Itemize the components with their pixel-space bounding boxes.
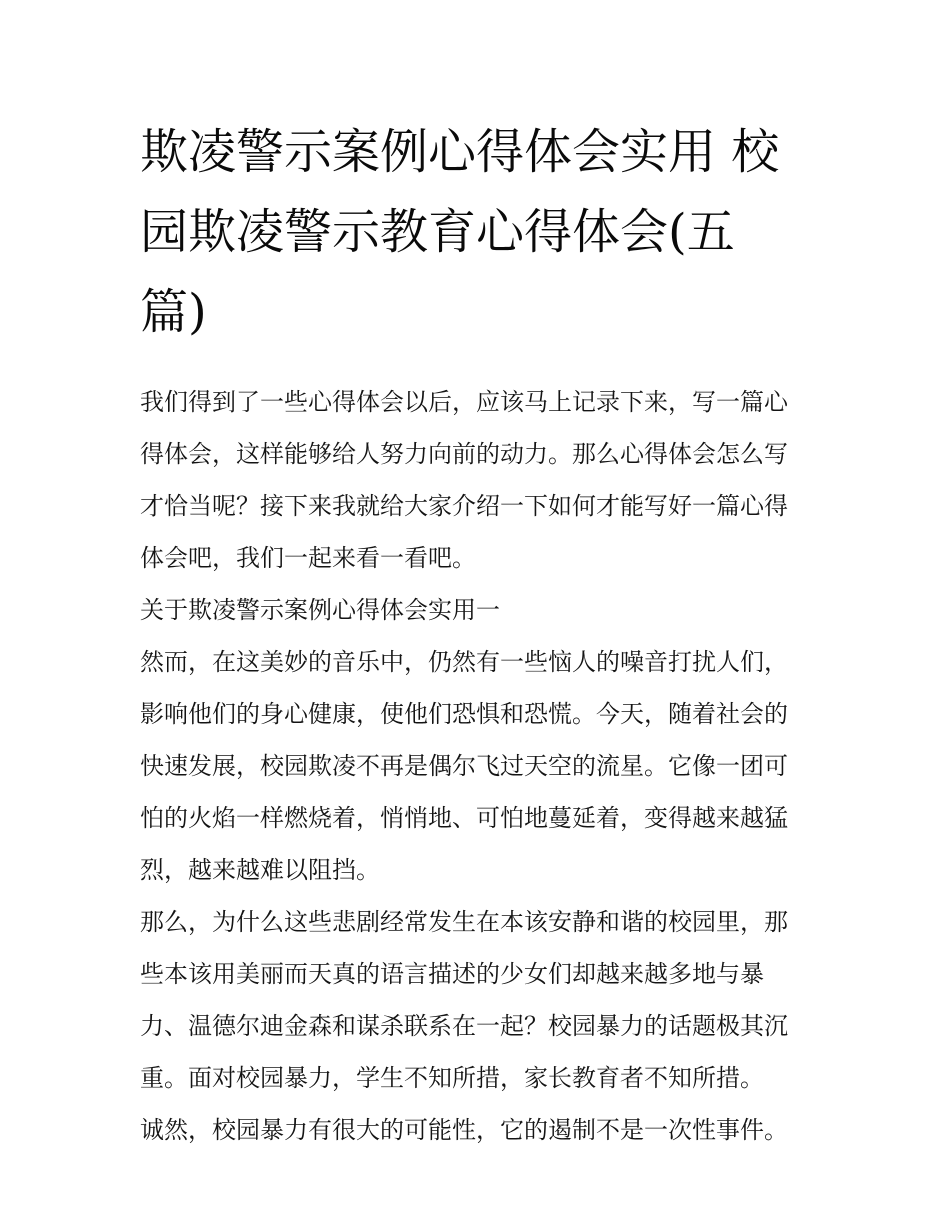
- text-line: 重。面对校园暴力，学生不知所措，家长教育者不知所措。: [140, 1064, 764, 1092]
- document-page: [140, 112, 812, 1156]
- text-line: 那么，为什么这些悲剧经常发生在本该安静和谐的校园里，那: [140, 908, 788, 936]
- text-line: 烈，越来越难以阻挡。: [140, 856, 380, 884]
- title-line: 篇): [140, 284, 207, 340]
- text-line: 然而，在这美妙的音乐中，仍然有一些恼人的噪音打扰人们，: [140, 648, 788, 676]
- document-body: [140, 376, 812, 1156]
- title-line: 欺凌警示案例心得体会实用 校: [140, 124, 780, 180]
- text-line: 才恰当呢？接下来我就给大家介绍一下如何才能写好一篇心得: [140, 492, 788, 520]
- text-line: 体会吧，我们一起来看一看吧。: [140, 544, 476, 572]
- document-title: [140, 112, 812, 352]
- intro-paragraph: [140, 376, 812, 584]
- title-line: 园欺凌警示教育心得体会(五: [140, 204, 735, 260]
- text-line: 力、温德尔迪金森和谋杀联系在一起？校园暴力的话题极其沉: [140, 1012, 788, 1040]
- text-line: 快速发展，校园欺凌不再是偶尔飞过天空的流星。它像一团可: [140, 752, 788, 780]
- body-paragraph-1: [140, 636, 812, 896]
- section-heading-text: 关于欺凌警示案例心得体会实用一: [140, 596, 500, 624]
- text-line: 怕的火焰一样燃烧着，悄悄地、可怕地蔓延着，变得越来越猛: [140, 804, 788, 832]
- body-paragraph-2: [140, 896, 812, 1156]
- section-heading: [140, 584, 812, 636]
- text-line: 些本该用美丽而天真的语言描述的少女们却越来越多地与暴: [140, 960, 764, 988]
- text-line: 我们得到了一些心得体会以后，应该马上记录下来，写一篇心: [140, 388, 788, 416]
- text-line: 影响他们的身心健康，使他们恐惧和恐慌。今天，随着社会的: [140, 700, 788, 728]
- text-line: 诚然，校园暴力有很大的可能性，它的遏制不是一次性事件。: [140, 1116, 788, 1144]
- text-line: 得体会，这样能够给人努力向前的动力。那么心得体会怎么写: [140, 440, 788, 468]
